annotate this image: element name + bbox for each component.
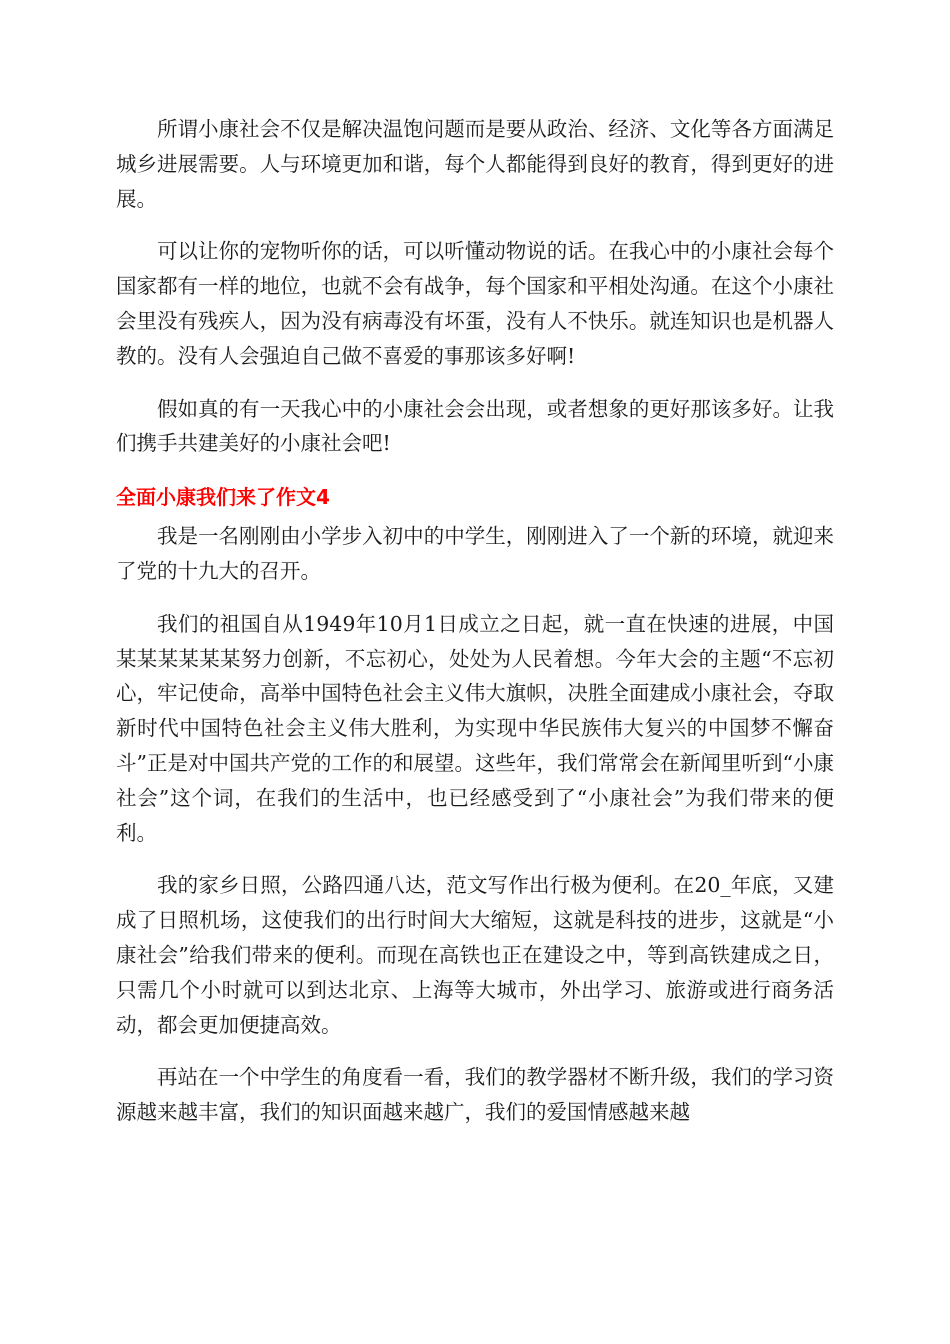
document-body <box>116 112 834 1148</box>
paragraph: 我是一名刚刚由小学步入初中的中学生，刚刚进入了一个新的环境，就迎来了党的十九大的召开。 <box>116 524 834 583</box>
paragraph: 再站在一个中学生的角度看一看，我们的教学器材不断升级，我们的学习资源越来越丰富，我们的知识面越来越广，我们的爱国情感越来越 <box>116 1065 834 1125</box>
paragraph: 我们的祖国自从1949年10月1日成立之日起，就一直在快速的进展，中国某某某某某某努力创新，不忘初心，处处为人民着想。今年大会的主题“不忘初心，牢记使命，高举中国特色社会主义伟大旗帜，决胜全面建成小康社会，夺取新时代中国特色社会主义伟大胜利，为实现中华民族伟大复兴的中国梦不懈奋斗”正是对中国共产党的工作的和展望。这些年，我们常常会在新闻里听到“小康社会”这个词，在我们的生活中，也已经感受到了“小康社会”为我们带来的便利。 <box>116 611 834 845</box>
paragraph: 假如真的有一天我心中的小康社会会出现，或者想象的更好那该多好。让我们携手共建美好的小康社会吧! <box>116 396 834 456</box>
section-heading: 全面小康我们来了作文4 <box>116 485 330 510</box>
paragraph: 我的家乡日照，公路四通八达，范文写作出行极为便利。在20_年底，又建成了日照机场，这使我们的出行时间大大缩短，这就是科技的进步，这就是“小康社会”给我们带来的便利。而现在高铁也正在建设之中，等到高铁建成之日，只需几个小时就可以到达北京、上海等大城市，外出学习、旅游或进行商务活动，都会更加便捷高效。 <box>116 873 834 1037</box>
paragraph: 可以让你的宠物听你的话，可以听懂动物说的话。在我心中的小康社会每个国家都有一样的地位，也就不会有战争，每个国家和平相处沟通。在这个小康社会里没有残疾人，因为没有病毒没有坏蛋，没有人不快乐。就连知识也是机器人教的。没有人会强迫自己做不喜爱的事那该多好啊! <box>116 239 834 368</box>
paragraph: 所谓小康社会不仅是解决温饱问题而是要从政治、经济、文化等各方面满足城乡进展需要。人与环境更加和谐，每个人都能得到良好的教育，得到更好的进展。 <box>116 117 834 211</box>
